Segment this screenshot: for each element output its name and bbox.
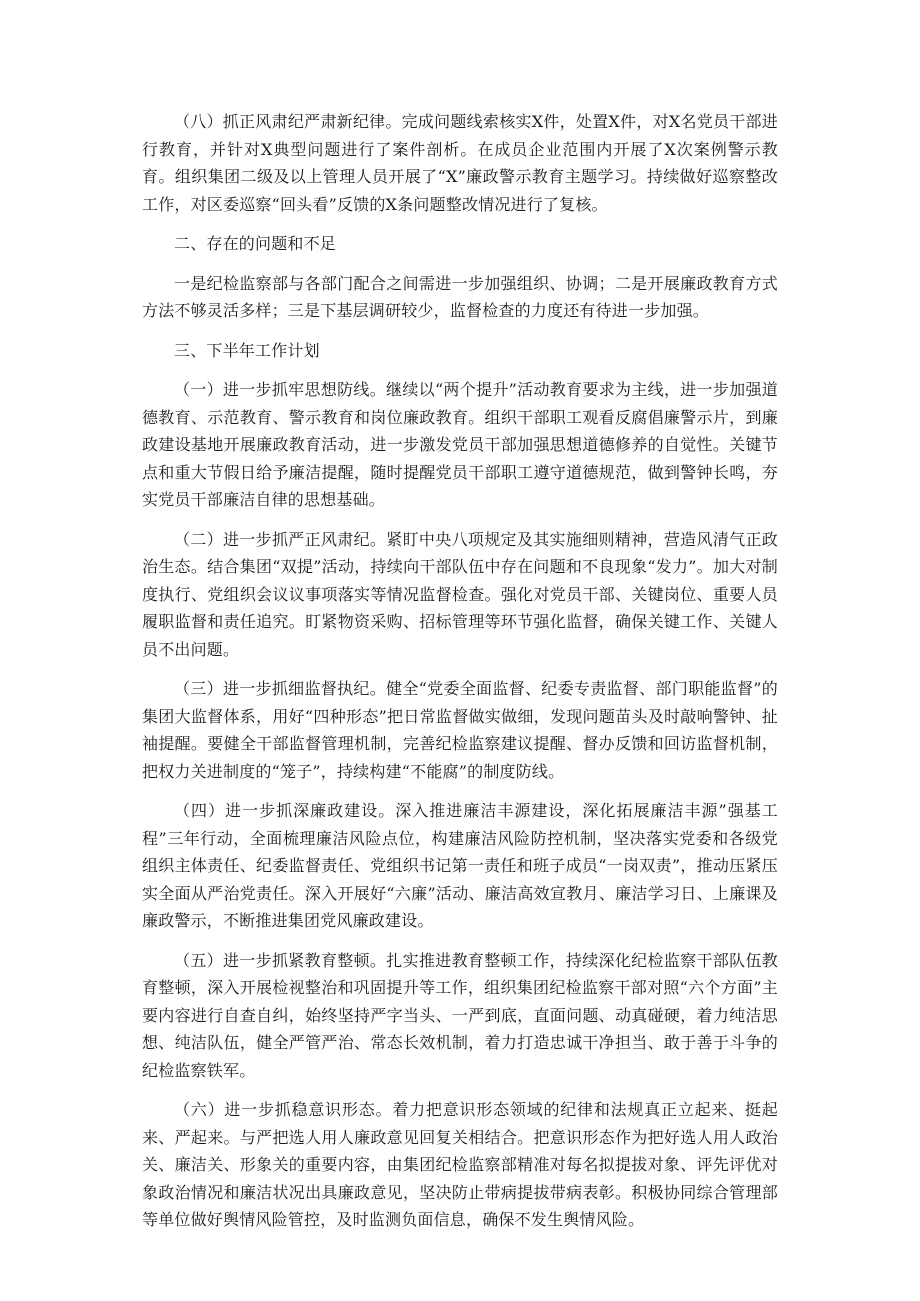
paragraph-discipline-8: （八）抓正风肃纪严肃新纪律。完成问题线索核实X件，处置X件，对X名党员干部进行教育，并针对X典型问题进行了案件剖析。在成员企业范围内开展了X次案例警示教育。组织集团二级及以上管理人员开展了“X”廉政警示教育主题学习。持续做好巡察整改工作，对区委巡察“回头看”反馈的X条问题整改情况进行了复核。 <box>142 112 778 214</box>
section-heading-problems: 二、存在的问题和不足 <box>174 234 337 253</box>
document-page <box>142 108 778 1246</box>
plan-item-3: （三）进一步抓细监督执纪。健全“党委全面监督、纪委专责监督、部门职能监督”的集团大监督体系，用好“四种形态”把日常监督做实做细，发现问题苗头及时敲响警钟、扯袖提醒。要健全干部监督管理机制，完善纪检监察建议提醒、督办反馈和回访监督机制，把权力关进制度的“笼子”，持续构建“不能腐”的制度防线。 <box>142 679 778 781</box>
section-heading-plan: 三、下半年工作计划 <box>174 340 320 360</box>
plan-item-1: （一）进一步抓牢思想防线。继续以“两个提升”活动教育要求为主线，进一步加强道德教育、示范教育、警示教育和岗位廉政教育。组织干部职工观看反腐倡廉警示片，到廉政建设基地开展廉政教育活动，进一步激发党员干部加强思想道德修养的自觉性。关键节点和重大节假日给予廉洁提醒，随时提醒党员干部职工遵守道德规范，做到警钟长鸣，夯实党员干部廉洁自律的思想基础。 <box>142 380 778 509</box>
plan-item-2: （二）进一步抓严正风肃纪。紧盯中央八项规定及其实施细则精神，营造风清气正政治生态。结合集团“双提”活动，持续向干部队伍中存在问题和不良现象“发力”。加大对制度执行、党组织会议议事项落实等情况监督检查。强化对党员干部、关键岗位、重要人员履职监督和责任追究。盯紧物资采购、招标管理等环节强化监督，确保关键工作、关键人员不出问题。 <box>142 529 778 659</box>
plan-item-5: （五）进一步抓紧教育整顿。扎实推进教育整顿工作，持续深化纪检监察干部队伍教育整顿，深入开展检视整治和巩固提升等工作，组织集团纪检监察干部对照“六个方面”主要内容进行自查自纠，始终坚持严字当头、一严到底，直面问题、动真碰硬，着力纯洁思想、纯洁队伍，健全严管严治、常态长效机制，着力打造忠诚干净担当、敢于善于斗争的纪检监察铁军。 <box>142 950 778 1080</box>
paragraph-problems: 一是纪检监察部与各部门配合之间需进一步加强组织、协调；二是开展廉政教育方式方法不够灵活多样；三是下基层调研较少，监督检查的力度还有待进一步加强。 <box>142 273 778 320</box>
plan-item-4: （四）进一步抓深廉政建设。深入推进廉洁丰源建设，深化拓展廉洁丰源”强基工程”三年行动，全面梳理廉洁风险点位，构建廉洁风险防控机制，坚决落实党委和各级党组织主体责任、纪委监督责任、党组织书记第一责任和班子成员“一岗双责”，推动压紧压实全面从严治党责任。深入开展好“六廉”活动、廉洁高效宣教月、廉洁学习日、上廉课及廉政警示，不断推进集团党风廉政建设。 <box>142 801 778 930</box>
plan-item-6: （六）进一步抓稳意识形态。着力把意识形态领域的纪律和法规真正立起来、挺起来、严起来。与严把选人用人廉政意见回复关相结合。把意识形态作为把好选人用人政治关、廉洁关、形象关的重要内容，由集团纪检监察部精准对每名拟提拔对象、评先评优对象政治情况和廉洁状况出具廉政意见，坚决防止带病提拔带病表彰。积极协同综合管理部等单位做好舆情风险管控，及时监测负面信息，确保不发生舆情风险。 <box>142 1100 778 1229</box>
